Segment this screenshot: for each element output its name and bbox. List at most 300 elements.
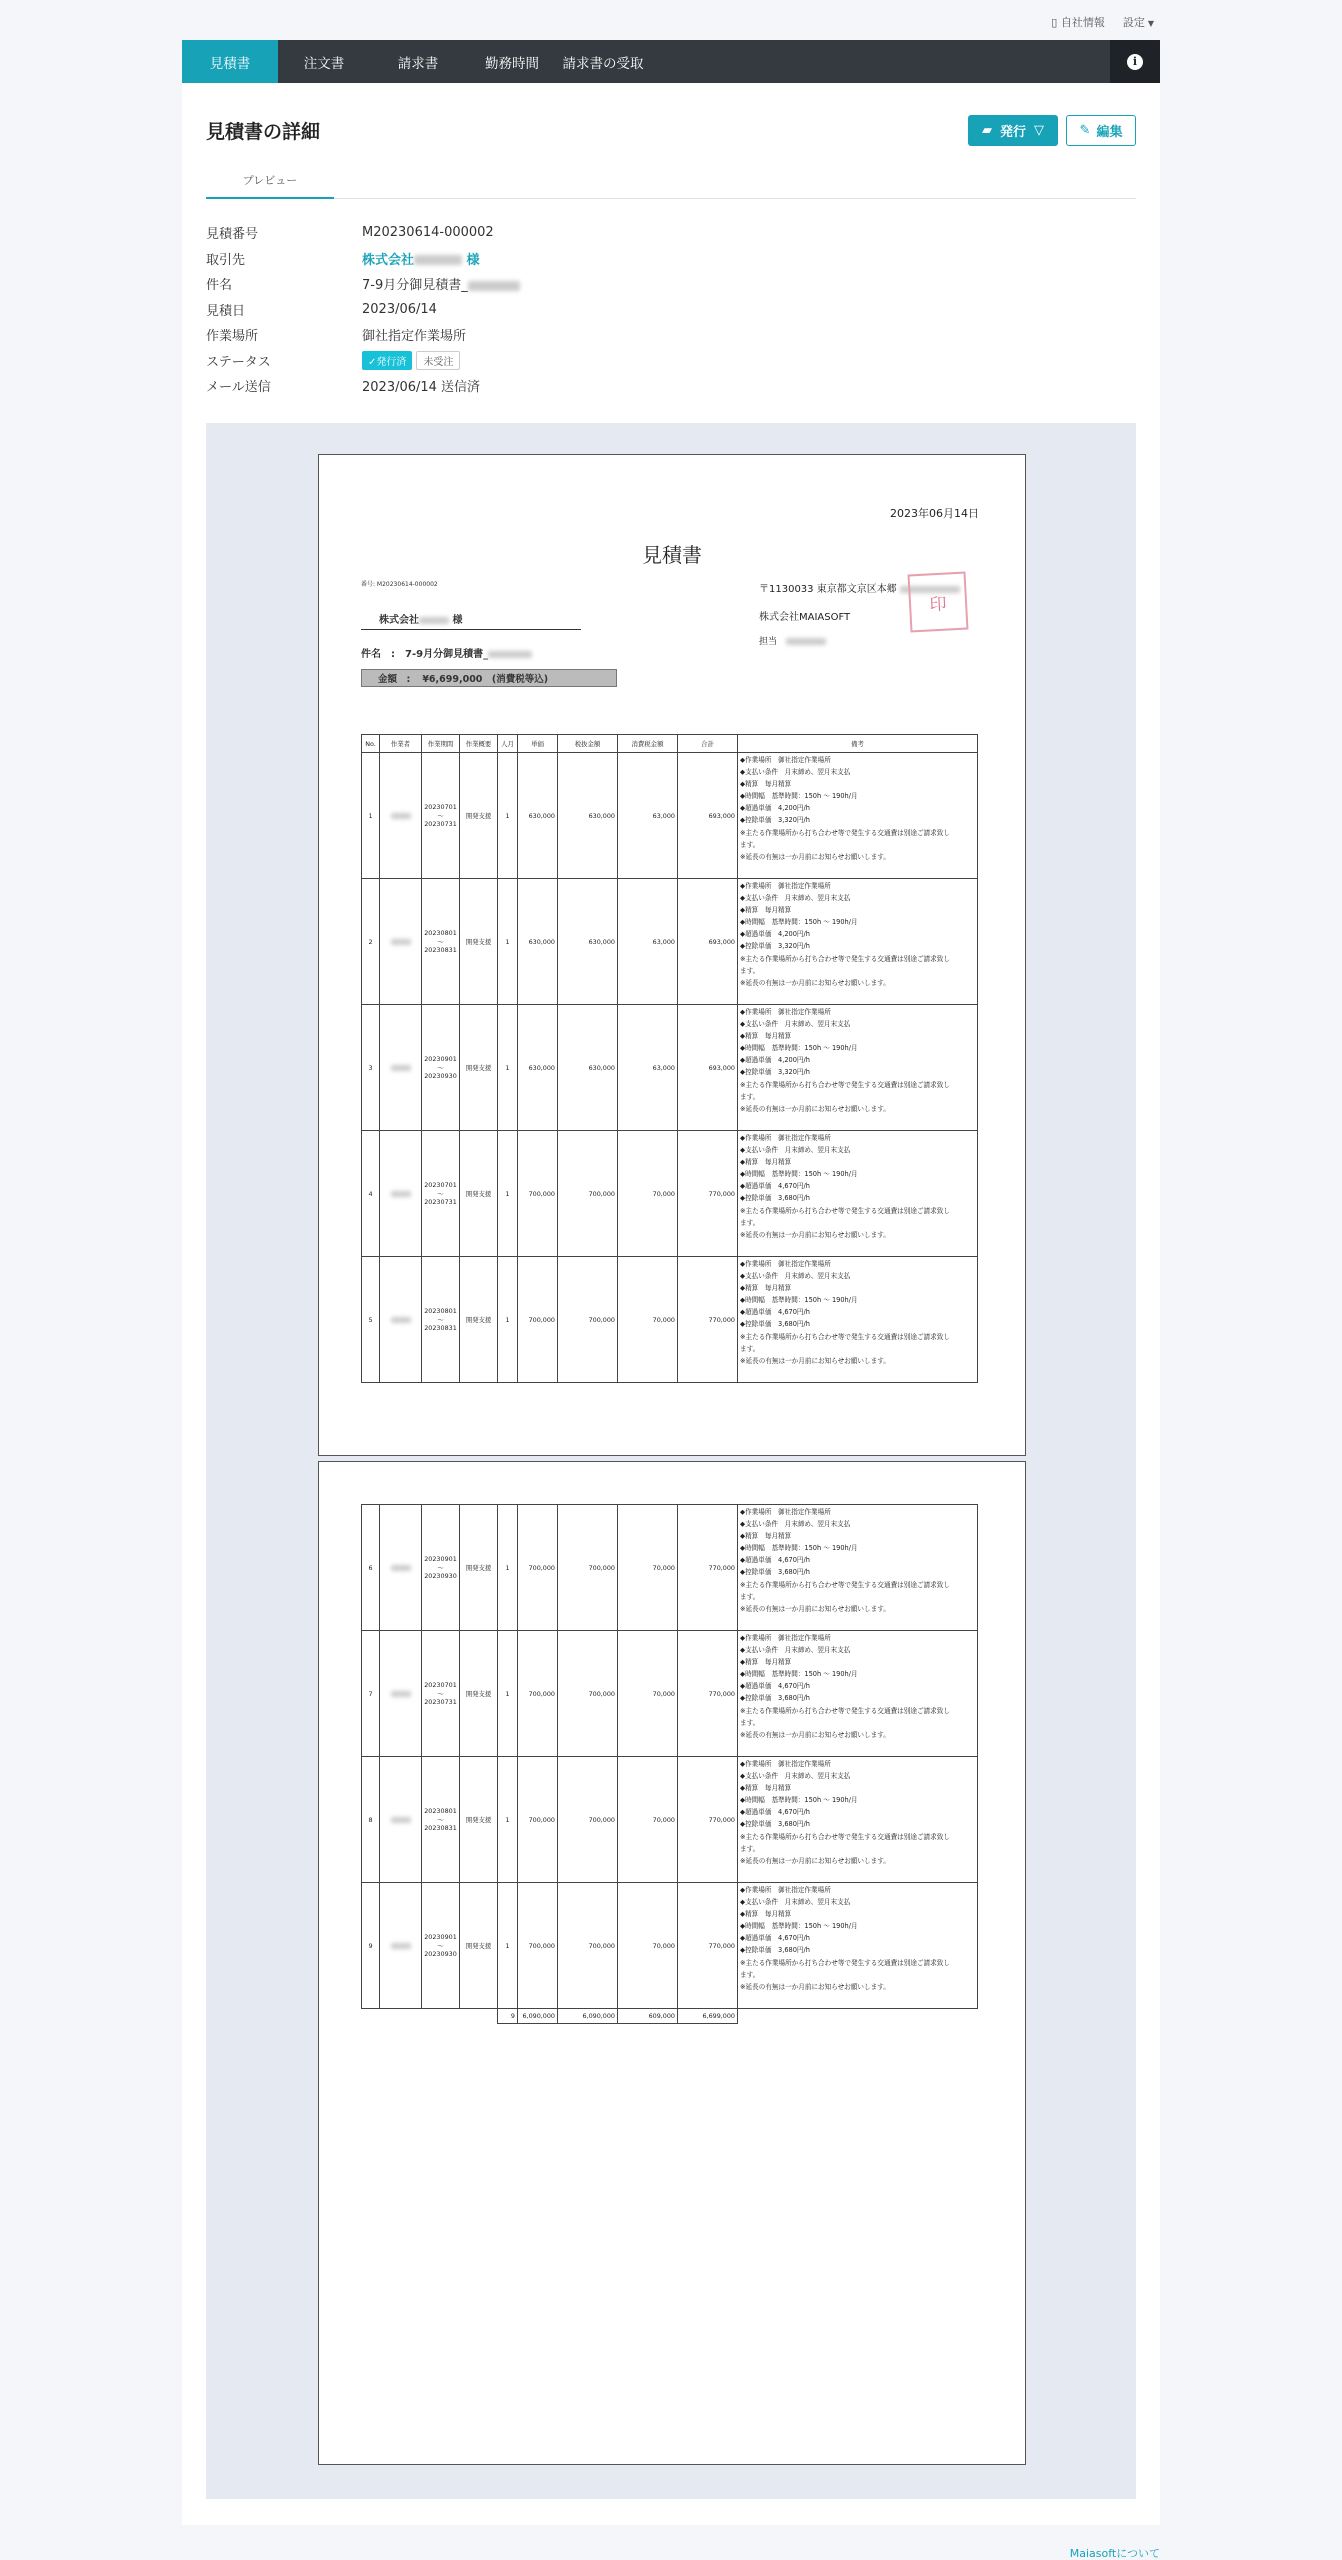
value-quote-no: M20230614-000002 [362, 225, 494, 241]
table-header-row [362, 735, 978, 753]
note-excess-rate: ◆超過単価 4,670円/h [740, 1808, 810, 1817]
detail-row-client [206, 246, 520, 272]
note-settle: ◆精算 毎月精算 [740, 1284, 792, 1293]
cell-remarks [738, 879, 978, 1005]
topbar [1051, 14, 1154, 30]
cell-remarks [738, 1505, 978, 1631]
note-place: ◆作業場所 御社指定作業場所 [740, 1008, 831, 1016]
redacted-text [786, 638, 826, 645]
cell-summary: 開発支援 [460, 1505, 498, 1631]
header-worker: 作業者 [380, 735, 422, 753]
cell-price: 700,000 [518, 1883, 558, 2009]
note-deduct-rate: ◆控除単価 3,680円/h [740, 1946, 810, 1955]
caret-down-icon: ▼ [1147, 19, 1154, 28]
note-contract: ※延長の有無は一か月前にお知らせお願いします。 [740, 1856, 890, 1865]
cell-total: 770,000 [678, 1505, 738, 1631]
note-place: ◆作業場所 御社指定作業場所 [740, 1260, 831, 1268]
table-row [362, 1257, 978, 1383]
period-line: 〜 [437, 1690, 444, 1698]
cell-remarks [738, 1005, 978, 1131]
note-payment: ◆支払い条件 月末締め、翌月末支払 [740, 1146, 851, 1155]
cell-summary: 開発支援 [460, 753, 498, 879]
document-page-1 [318, 454, 1026, 1456]
note-excess-rate: ◆超過単価 4,670円/h [740, 1182, 810, 1191]
cell-no: 1 [362, 753, 380, 879]
note-excess-rate: ◆超過単価 4,670円/h [740, 1308, 810, 1317]
cell-total: 770,000 [678, 1131, 738, 1257]
period-line: 〜 [437, 1816, 444, 1824]
status-badge-not-ordered: 未受注 [416, 351, 460, 370]
sub-tabs [206, 171, 1136, 199]
building-icon: ▯ [1051, 16, 1058, 29]
note-excess-rate: ◆超過単価 4,670円/h [740, 1934, 810, 1943]
cell-summary: 開発支援 [460, 1131, 498, 1257]
totals-row [362, 2009, 978, 2024]
detail-row-mail [206, 373, 520, 399]
cell-period [422, 1005, 460, 1131]
note-contract: ※延長の有無は一か月前にお知らせお願いします。 [740, 1356, 890, 1365]
cell-net-amount: 700,000 [558, 1883, 618, 2009]
cell-worker [380, 1631, 422, 1757]
period-line: 20230801 [424, 1807, 457, 1815]
header-man-months: 人月 [498, 735, 518, 753]
period-line: 20230831 [424, 1324, 457, 1332]
period-line: 〜 [437, 1316, 444, 1324]
note-range: ◆時間幅 基準時間：150h 〜 190h/月 [740, 792, 858, 801]
cell-man-months: 1 [498, 879, 518, 1005]
header-price: 単価 [518, 735, 558, 753]
cell-tax-amount: 70,000 [618, 1757, 678, 1883]
note-transport: ※主たる作業場所から打ち合わせ等で発生する交通費は別途ご請求致し [740, 1706, 950, 1715]
note-transport-cont: ます。 [740, 1218, 760, 1227]
table-row [362, 1505, 978, 1631]
detail-row-status [206, 348, 520, 374]
note-payment: ◆支払い条件 月末締め、翌月末支払 [740, 1646, 851, 1655]
cell-total: 693,000 [678, 753, 738, 879]
cell-tax-amount: 70,000 [618, 1505, 678, 1631]
note-payment: ◆支払い条件 月末締め、翌月末支払 [740, 1898, 851, 1907]
table-row [362, 879, 978, 1005]
redacted-text [391, 1065, 411, 1071]
note-transport: ※主たる作業場所から打ち合わせ等で発生する交通費は別途ご請求致し [740, 1580, 950, 1589]
header-summary: 作業概要 [460, 735, 498, 753]
period-line: 〜 [437, 1564, 444, 1572]
period-line: 〜 [437, 938, 444, 946]
note-range: ◆時間幅 基準時間：150h 〜 190h/月 [740, 1670, 858, 1679]
cell-total: 770,000 [678, 1257, 738, 1383]
header-no: No. [362, 735, 380, 753]
cell-price: 700,000 [518, 1257, 558, 1383]
cell-no: 7 [362, 1631, 380, 1757]
value-location: 御社指定作業場所 [362, 329, 467, 345]
note-range: ◆時間幅 基準時間：150h 〜 190h/月 [740, 1296, 858, 1305]
note-settle: ◆精算 毎月精算 [740, 1032, 792, 1041]
info-button[interactable] [1110, 40, 1160, 83]
cell-remarks [738, 1883, 978, 2009]
header-period: 作業期間 [422, 735, 460, 753]
detail-row-quote-no [206, 220, 520, 246]
total-man-months: 9 [498, 2009, 518, 2024]
total-price: 6,090,000 [518, 2009, 558, 2024]
period-line: 20230801 [424, 929, 457, 937]
cell-remarks [738, 1631, 978, 1757]
cell-total: 770,000 [678, 1757, 738, 1883]
note-contract: ※延長の有無は一か月前にお知らせお願いします。 [740, 852, 890, 861]
empty-cell [460, 2009, 498, 2024]
table-row [362, 1757, 978, 1883]
period-line: 〜 [437, 1942, 444, 1950]
period-line: 20230731 [424, 820, 457, 828]
note-transport: ※主たる作業場所から打ち合わせ等で発生する交通費は別途ご請求致し [740, 954, 950, 963]
note-transport-cont: ます。 [740, 1344, 760, 1353]
note-contract: ※延長の有無は一か月前にお知らせお願いします。 [740, 1604, 890, 1613]
header-remarks: 備考 [738, 735, 978, 753]
note-contract: ※延長の有無は一か月前にお知らせお願いします。 [740, 1730, 890, 1739]
note-settle: ◆精算 毎月精算 [740, 1658, 792, 1667]
redacted-text [419, 617, 449, 624]
note-transport-cont: ます。 [740, 1970, 760, 1979]
period-line: 20230901 [424, 1555, 457, 1563]
cell-summary: 開発支援 [460, 1005, 498, 1131]
cell-total: 693,000 [678, 879, 738, 1005]
cell-man-months: 1 [498, 753, 518, 879]
note-transport-cont: ます。 [740, 840, 760, 849]
note-contract: ※延長の有無は一か月前にお知らせお願いします。 [740, 1982, 890, 1991]
note-excess-rate: ◆超過単価 4,200円/h [740, 804, 810, 813]
note-deduct-rate: ◆控除単価 3,680円/h [740, 1320, 810, 1329]
note-transport: ※主たる作業場所から打ち合わせ等で発生する交通費は別途ご請求致し [740, 1206, 950, 1215]
cell-tax-amount: 63,000 [618, 753, 678, 879]
cell-price: 630,000 [518, 753, 558, 879]
header-tax-amount: 消費税金額 [618, 735, 678, 753]
table-row [362, 753, 978, 879]
cell-tax-amount: 63,000 [618, 879, 678, 1005]
issue-button[interactable]: ▰ 発行 ▽ [968, 115, 1058, 146]
cell-price: 700,000 [518, 1631, 558, 1757]
cell-no: 4 [362, 1131, 380, 1257]
about-link[interactable]: Maiasoftについて [1069, 2547, 1160, 2560]
note-excess-rate: ◆超過単価 4,670円/h [740, 1556, 810, 1565]
table-row [362, 1883, 978, 2009]
company-info-link[interactable]: ▯ 自社情報 [1051, 16, 1105, 29]
redacted-text [391, 939, 411, 945]
note-contract: ※延長の有無は一か月前にお知らせお願いします。 [740, 978, 890, 987]
cell-tax-amount: 70,000 [618, 1631, 678, 1757]
cell-no: 8 [362, 1757, 380, 1883]
cell-summary: 開発支援 [460, 879, 498, 1005]
cell-tax-amount: 70,000 [618, 1883, 678, 2009]
cell-price: 700,000 [518, 1757, 558, 1883]
period-line: 20230831 [424, 1824, 457, 1832]
cell-period [422, 879, 460, 1005]
settings-dropdown[interactable]: 設定 ▼ [1122, 16, 1154, 29]
cell-man-months: 1 [498, 1505, 518, 1631]
doc-title: 見積書 [642, 543, 702, 567]
doc-company: 株式会社MAIASOFT [759, 612, 851, 623]
header-net-amount: 税抜金額 [558, 735, 618, 753]
note-place: ◆作業場所 御社指定作業場所 [740, 1760, 831, 1768]
note-transport-cont: ます。 [740, 1718, 760, 1727]
note-deduct-rate: ◆控除単価 3,680円/h [740, 1568, 810, 1577]
cell-net-amount: 700,000 [558, 1631, 618, 1757]
cell-no: 3 [362, 1005, 380, 1131]
empty-cell [738, 2009, 978, 2024]
period-line: 〜 [437, 1064, 444, 1072]
tab-preview[interactable]: プレビュー [206, 171, 334, 199]
note-deduct-rate: ◆控除単価 3,680円/h [740, 1694, 810, 1703]
content-card [182, 83, 1160, 2525]
company-seal-icon: 印 [908, 572, 969, 633]
note-settle: ◆精算 毎月精算 [740, 1158, 792, 1167]
note-transport: ※主たる作業場所から打ち合わせ等で発生する交通費は別途ご請求致し [740, 1832, 950, 1841]
doc-amount: 金額 : ¥6,699,000 (消費税等込) [361, 669, 617, 687]
info-icon: i [1127, 54, 1143, 70]
cell-period [422, 753, 460, 879]
empty-cell [422, 2009, 460, 2024]
redacted-text [468, 281, 520, 291]
header-total: 合計 [678, 735, 738, 753]
cell-remarks [738, 1757, 978, 1883]
cell-man-months: 1 [498, 1883, 518, 2009]
items-table-page-1 [361, 734, 978, 1383]
note-settle: ◆精算 毎月精算 [740, 1784, 792, 1793]
main-nav [182, 40, 1160, 83]
period-line: 20230930 [424, 1950, 457, 1958]
status-badges [362, 351, 460, 370]
cell-period [422, 1883, 460, 2009]
redacted-text [391, 1817, 411, 1823]
cell-summary: 開発支援 [460, 1631, 498, 1757]
cell-net-amount: 700,000 [558, 1131, 618, 1257]
note-excess-rate: ◆超過単価 4,200円/h [740, 930, 810, 939]
cell-period [422, 1757, 460, 1883]
cell-period [422, 1505, 460, 1631]
cell-man-months: 1 [498, 1757, 518, 1883]
status-badge-issued: ✓発行済 [362, 351, 412, 370]
doc-number: 番号: M20230614-000002 [361, 581, 438, 588]
note-payment: ◆支払い条件 月末締め、翌月末支払 [740, 1520, 851, 1529]
detail-row-location [206, 322, 520, 348]
value-mail: 2023/06/14 送信済 [362, 380, 481, 396]
period-line: 20230801 [424, 1307, 457, 1315]
cell-tax-amount: 70,000 [618, 1131, 678, 1257]
note-place: ◆作業場所 御社指定作業場所 [740, 1886, 831, 1894]
cell-worker [380, 1131, 422, 1257]
cell-summary: 開発支援 [460, 1883, 498, 2009]
note-settle: ◆精算 毎月精算 [740, 1532, 792, 1541]
label-subject: 件名 [206, 278, 233, 294]
cell-total: 693,000 [678, 1005, 738, 1131]
label-client: 取引先 [206, 252, 246, 268]
note-contract: ※延長の有無は一か月前にお知らせお願いします。 [740, 1104, 890, 1113]
doc-address: 〒1130033 東京都文京区本郷 [759, 580, 960, 595]
tab-invoices[interactable]: 請求書 [397, 55, 439, 72]
note-range: ◆時間幅 基準時間：150h 〜 190h/月 [740, 1044, 858, 1053]
tab-estimates[interactable]: 見積書 [182, 40, 278, 83]
note-deduct-rate: ◆控除単価 3,320円/h [740, 942, 810, 951]
period-line: 20230731 [424, 1698, 457, 1706]
note-payment: ◆支払い条件 月末締め、翌月末支払 [740, 1772, 851, 1781]
period-line: 20230701 [424, 1681, 457, 1689]
doc-date: 2023年06月14日 [890, 507, 979, 520]
note-place: ◆作業場所 御社指定作業場所 [740, 882, 831, 890]
cell-remarks [738, 1257, 978, 1383]
cell-remarks [738, 753, 978, 879]
table-row [362, 1005, 978, 1131]
page-title: 見積書の詳細 [206, 121, 321, 143]
folder-icon: ▰ [981, 123, 992, 138]
cell-price: 630,000 [518, 879, 558, 1005]
empty-cell [362, 2009, 380, 2024]
cell-net-amount: 630,000 [558, 879, 618, 1005]
items-table-page-2 [361, 1504, 978, 2024]
note-range: ◆時間幅 基準時間：150h 〜 190h/月 [740, 1170, 858, 1179]
label-date: 見積日 [206, 303, 246, 319]
cell-net-amount: 630,000 [558, 753, 618, 879]
note-deduct-rate: ◆控除単価 3,680円/h [740, 1820, 810, 1829]
cell-worker [380, 879, 422, 1005]
detail-row-subject [206, 271, 520, 297]
cell-no: 9 [362, 1883, 380, 2009]
period-line: 20230930 [424, 1572, 457, 1580]
cell-worker [380, 1883, 422, 2009]
cell-period [422, 1131, 460, 1257]
note-transport-cont: ます。 [740, 966, 760, 975]
note-range: ◆時間幅 基準時間：150h 〜 190h/月 [740, 1796, 858, 1805]
note-payment: ◆支払い条件 月末締め、翌月末支払 [740, 894, 851, 903]
redacted-text [391, 1317, 411, 1323]
cell-remarks [738, 1131, 978, 1257]
grand-total: 6,699,000 [678, 2009, 738, 2024]
note-deduct-rate: ◆控除単価 3,320円/h [740, 1068, 810, 1077]
note-payment: ◆支払い条件 月末締め、翌月末支払 [740, 768, 851, 777]
cell-man-months: 1 [498, 1131, 518, 1257]
value-date: 2023/06/14 [362, 301, 437, 317]
cell-tax-amount: 63,000 [618, 1005, 678, 1131]
cell-no: 6 [362, 1505, 380, 1631]
label-status: ステータス [206, 354, 271, 370]
note-deduct-rate: ◆控除単価 3,320円/h [740, 816, 810, 825]
redacted-text [391, 813, 411, 819]
doc-client: 株式会社 様 [361, 611, 581, 630]
document-page-2 [318, 1461, 1026, 2465]
cell-price: 700,000 [518, 1505, 558, 1631]
value-subject: 7-9月分御見積書_ [362, 274, 520, 293]
period-line: 20230930 [424, 1072, 457, 1080]
cell-worker [380, 1505, 422, 1631]
note-transport: ※主たる作業場所から打ち合わせ等で発生する交通費は別途ご請求致し [740, 1080, 950, 1089]
note-excess-rate: ◆超過単価 4,200円/h [740, 1056, 810, 1065]
note-transport-cont: ます。 [740, 1844, 760, 1853]
period-line: 20230901 [424, 1933, 457, 1941]
cell-no: 2 [362, 879, 380, 1005]
redacted-text [391, 1565, 411, 1571]
cell-net-amount: 700,000 [558, 1257, 618, 1383]
note-payment: ◆支払い条件 月末締め、翌月末支払 [740, 1272, 851, 1281]
period-line: 〜 [437, 1190, 444, 1198]
tab-work-hours[interactable]: 勤務時間 [485, 55, 539, 72]
note-transport: ※主たる作業場所から打ち合わせ等で発生する交通費は別途ご請求致し [740, 828, 950, 837]
cell-worker [380, 753, 422, 879]
note-place: ◆作業場所 御社指定作業場所 [740, 1634, 831, 1642]
empty-cell [380, 2009, 422, 2024]
filter-icon: ▽ [1034, 123, 1044, 138]
client-link[interactable]: 株式会社 様 [362, 252, 480, 268]
note-place: ◆作業場所 御社指定作業場所 [740, 1134, 831, 1142]
cell-man-months: 1 [498, 1005, 518, 1131]
edit-button[interactable]: ✎ 編集 [1066, 115, 1136, 146]
redacted-text [414, 255, 462, 265]
estimate-details [206, 220, 520, 399]
label-mail: メール送信 [206, 380, 271, 396]
doc-subject: 件名 : 7-9月分御見積書_ [361, 645, 532, 660]
cell-tax-amount: 70,000 [618, 1257, 678, 1383]
cell-price: 700,000 [518, 1131, 558, 1257]
document-preview[interactable] [206, 423, 1136, 2499]
tab-orders[interactable]: 注文書 [303, 55, 345, 72]
cell-period [422, 1257, 460, 1383]
cell-worker [380, 1757, 422, 1883]
cell-summary: 開発支援 [460, 1257, 498, 1383]
redacted-text [391, 1943, 411, 1949]
period-line: 20230701 [424, 1181, 457, 1189]
cell-man-months: 1 [498, 1257, 518, 1383]
cell-net-amount: 700,000 [558, 1505, 618, 1631]
note-contract: ※延長の有無は一か月前にお知らせお願いします。 [740, 1230, 890, 1239]
cell-worker [380, 1257, 422, 1383]
doc-charge: 担当 [759, 634, 826, 647]
label-quote-no: 見積番号 [206, 227, 259, 243]
period-line: 20230701 [424, 803, 457, 811]
cell-total: 770,000 [678, 1631, 738, 1757]
pencil-icon: ✎ [1079, 123, 1091, 138]
cell-no: 5 [362, 1257, 380, 1383]
cell-price: 630,000 [518, 1005, 558, 1131]
note-place: ◆作業場所 御社指定作業場所 [740, 756, 831, 764]
tab-received-invoices[interactable]: 請求書の受取 [562, 55, 644, 72]
cell-net-amount: 630,000 [558, 1005, 618, 1131]
note-settle: ◆精算 毎月精算 [740, 906, 792, 915]
note-settle: ◆精算 毎月精算 [740, 780, 792, 789]
note-settle: ◆精算 毎月精算 [740, 1910, 792, 1919]
note-range: ◆時間幅 基準時間：150h 〜 190h/月 [740, 918, 858, 927]
period-line: 20230831 [424, 946, 457, 954]
table-row [362, 1131, 978, 1257]
redacted-text [391, 1191, 411, 1197]
detail-row-date [206, 297, 520, 323]
redacted-text [488, 651, 532, 658]
note-transport-cont: ます。 [740, 1592, 760, 1601]
note-deduct-rate: ◆控除単価 3,680円/h [740, 1194, 810, 1203]
cell-worker [380, 1005, 422, 1131]
period-line: 20230901 [424, 1055, 457, 1063]
cell-summary: 開発支援 [460, 1757, 498, 1883]
period-line: 〜 [437, 812, 444, 820]
note-transport: ※主たる作業場所から打ち合わせ等で発生する交通費は別途ご請求致し [740, 1958, 950, 1967]
note-excess-rate: ◆超過単価 4,670円/h [740, 1682, 810, 1691]
note-payment: ◆支払い条件 月末締め、翌月末支払 [740, 1020, 851, 1029]
note-range: ◆時間幅 基準時間：150h 〜 190h/月 [740, 1922, 858, 1931]
cell-period [422, 1631, 460, 1757]
note-place: ◆作業場所 御社指定作業場所 [740, 1508, 831, 1516]
period-line: 20230731 [424, 1198, 457, 1206]
total-net-amount: 6,090,000 [558, 2009, 618, 2024]
label-location: 作業場所 [206, 329, 259, 345]
note-transport-cont: ます。 [740, 1092, 760, 1101]
cell-net-amount: 700,000 [558, 1757, 618, 1883]
total-tax-amount: 609,000 [618, 2009, 678, 2024]
table-row [362, 1631, 978, 1757]
